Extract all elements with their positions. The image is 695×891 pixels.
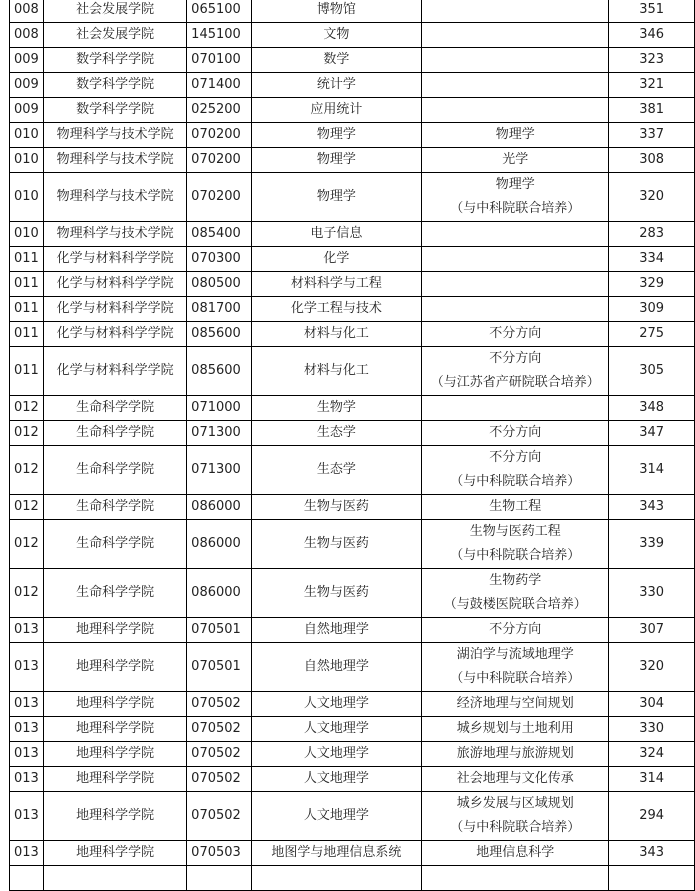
major-name-cell: 人文地理学 [251,692,422,717]
major-name-cell: 化学 [251,247,422,272]
table-row [10,73,695,98]
research-direction-cell [422,123,609,148]
school-name-cell: 化学与材料科学学院 [43,322,186,347]
table-row [10,421,695,446]
major-code-cell: 070503 [187,841,251,866]
major-name-cell: 物理学 [251,123,422,148]
major-name-cell: 文物 [251,23,422,48]
score-cell: 320 [609,643,695,692]
school-code-cell: 013 [10,742,44,767]
school-name-cell: 化学与材料科学学院 [43,272,186,297]
major-name-cell: 数学 [251,48,422,73]
table-row [10,48,695,73]
major-code-cell: 065100 [187,0,251,23]
school-name-cell [43,866,186,891]
major-name-cell: 生态学 [251,421,422,446]
major-code-cell: 070501 [187,643,251,692]
research-direction-cell [422,421,609,446]
major-code-cell: 070100 [187,48,251,73]
research-direction-cell [422,446,609,495]
research-direction-line: 生物工程 [489,499,542,514]
score-cell: 314 [609,767,695,792]
major-name-cell: 自然地理学 [251,643,422,692]
score-cell: 324 [609,742,695,767]
major-code-cell: 085600 [187,347,251,396]
score-cell: 330 [609,569,695,618]
research-direction-line: 生物与医药工程 [469,524,561,539]
school-name-cell: 化学与材料科学学院 [43,347,186,396]
major-code-cell [187,866,251,891]
major-code-cell: 085400 [187,222,251,247]
table-row [10,272,695,297]
research-direction-line: 生物药学 [489,573,542,588]
research-direction-line: （与中科院联合培养） [450,671,581,686]
table-row [10,643,695,692]
major-name-cell: 物理学 [251,173,422,222]
major-name-cell: 人文地理学 [251,717,422,742]
school-name-cell: 物理科学与技术学院 [43,173,186,222]
school-code-cell: 013 [10,692,44,717]
research-direction-cell [422,643,609,692]
major-code-cell: 086000 [187,569,251,618]
score-cell: 351 [609,0,695,23]
school-name-cell: 化学与材料科学学院 [43,247,186,272]
score-cell: 275 [609,322,695,347]
major-code-cell: 086000 [187,520,251,569]
table-row [10,841,695,866]
score-cell: 337 [609,123,695,148]
research-direction-line: （与中科院联合培养） [450,548,581,563]
score-cell: 330 [609,717,695,742]
table-row [10,98,695,123]
table-row [10,520,695,569]
score-cell: 307 [609,618,695,643]
major-code-cell: 070300 [187,247,251,272]
school-name-cell: 数学科学学院 [43,48,186,73]
school-name-cell: 物理科学与技术学院 [43,222,186,247]
research-direction-line: 不分方向 [489,425,542,440]
school-code-cell: 012 [10,446,44,495]
school-code-cell: 011 [10,347,44,396]
school-code-cell: 012 [10,396,44,421]
table-row [10,297,695,322]
major-code-cell: 086000 [187,495,251,520]
school-code-cell: 012 [10,569,44,618]
major-code-cell: 070200 [187,173,251,222]
school-code-cell: 009 [10,73,44,98]
major-name-cell: 人文地理学 [251,742,422,767]
research-direction-line: 物理学 [495,177,535,192]
score-cell: 308 [609,148,695,173]
research-direction-line: （与中科院联合培养） [450,201,581,216]
score-cell [609,866,695,891]
research-direction-cell [422,618,609,643]
school-name-cell: 地理科学学院 [43,742,186,767]
table-row [10,767,695,792]
table-row [10,347,695,396]
major-code-cell: 085600 [187,322,251,347]
major-name-cell: 生物与医药 [251,495,422,520]
score-cell: 347 [609,421,695,446]
major-code-cell: 071000 [187,396,251,421]
school-code-cell: 009 [10,98,44,123]
score-cell: 320 [609,173,695,222]
table-row [10,148,695,173]
major-name-cell: 生态学 [251,446,422,495]
major-code-cell: 070200 [187,123,251,148]
table-row [10,569,695,618]
table-row [10,446,695,495]
school-code-cell: 011 [10,272,44,297]
major-name-cell: 材料与化工 [251,347,422,396]
research-direction-cell [422,569,609,618]
table-row [10,792,695,841]
research-direction-line: 城乡规划与土地利用 [456,721,574,736]
research-direction-line: 光学 [502,152,529,167]
major-name-cell: 人文地理学 [251,792,422,841]
score-cell: 304 [609,692,695,717]
school-name-cell: 地理科学学院 [43,792,186,841]
school-code-cell [10,866,44,891]
research-direction-line: 不分方向 [489,450,542,465]
table-row [10,222,695,247]
research-direction-cell [422,48,609,73]
school-name-cell: 物理科学与技术学院 [43,123,186,148]
research-direction-cell [422,866,609,891]
major-name-cell: 电子信息 [251,222,422,247]
score-cell: 343 [609,495,695,520]
score-cell: 346 [609,23,695,48]
school-code-cell: 009 [10,48,44,73]
research-direction-cell [422,322,609,347]
table-row [10,396,695,421]
major-code-cell: 025200 [187,98,251,123]
research-direction-line: 不分方向 [489,326,542,341]
school-name-cell: 地理科学学院 [43,841,186,866]
research-direction-line: 城乡发展与区域规划 [456,796,574,811]
school-code-cell: 010 [10,148,44,173]
table-row [10,23,695,48]
school-name-cell: 物理科学与技术学院 [43,148,186,173]
major-code-cell: 070200 [187,148,251,173]
research-direction-cell [422,272,609,297]
major-code-cell: 145100 [187,23,251,48]
score-cell: 305 [609,347,695,396]
research-direction-cell [422,841,609,866]
major-code-cell: 070502 [187,692,251,717]
score-cell: 323 [609,48,695,73]
major-code-cell: 070502 [187,767,251,792]
school-code-cell: 008 [10,0,44,23]
major-code-cell: 071300 [187,446,251,495]
table-body [10,0,695,891]
major-name-cell: 应用统计 [251,98,422,123]
research-direction-cell [422,73,609,98]
major-name-cell: 材料科学与工程 [251,272,422,297]
major-code-cell: 081700 [187,297,251,322]
score-cell: 334 [609,247,695,272]
school-code-cell: 012 [10,495,44,520]
score-cell: 294 [609,792,695,841]
research-direction-line: （与中科院联合培养） [450,820,581,835]
major-name-cell [251,866,422,891]
school-code-cell: 010 [10,222,44,247]
research-direction-cell [422,222,609,247]
research-direction-line: 社会地理与文化传承 [456,771,574,786]
research-direction-cell [422,692,609,717]
research-direction-line: （与江苏省产研院联合培养） [430,375,600,390]
school-name-cell: 社会发展学院 [43,0,186,23]
school-code-cell: 011 [10,247,44,272]
school-code-cell: 011 [10,322,44,347]
major-code-cell: 070502 [187,792,251,841]
school-code-cell: 013 [10,618,44,643]
major-code-cell: 070502 [187,742,251,767]
school-name-cell: 化学与材料科学学院 [43,297,186,322]
major-code-cell: 071300 [187,421,251,446]
research-direction-cell [422,792,609,841]
research-direction-line: 湖泊学与流域地理学 [456,647,574,662]
major-name-cell: 自然地理学 [251,618,422,643]
research-direction-cell [422,767,609,792]
research-direction-line: 不分方向 [489,622,542,637]
score-cell: 283 [609,222,695,247]
school-name-cell: 社会发展学院 [43,23,186,48]
score-cell: 343 [609,841,695,866]
table-row [10,618,695,643]
table-row [10,495,695,520]
research-direction-cell [422,742,609,767]
score-cell: 339 [609,520,695,569]
school-name-cell: 地理科学学院 [43,717,186,742]
research-direction-cell [422,98,609,123]
school-code-cell: 011 [10,297,44,322]
research-direction-cell [422,0,609,23]
research-direction-line: 经济地理与空间规划 [456,696,574,711]
major-code-cell: 080500 [187,272,251,297]
school-name-cell: 数学科学学院 [43,73,186,98]
research-direction-line: 旅游地理与旅游规划 [456,746,574,761]
table-row [10,692,695,717]
school-name-cell: 地理科学学院 [43,618,186,643]
major-name-cell: 地图学与地理信息系统 [251,841,422,866]
research-direction-cell [422,520,609,569]
major-name-cell: 化学工程与技术 [251,297,422,322]
school-name-cell: 地理科学学院 [43,643,186,692]
research-direction-cell [422,717,609,742]
school-code-cell: 013 [10,767,44,792]
admission-score-table [9,0,695,891]
table-row [10,173,695,222]
major-code-cell: 070502 [187,717,251,742]
major-name-cell: 生物学 [251,396,422,421]
research-direction-cell [422,23,609,48]
research-direction-cell [422,148,609,173]
school-code-cell: 013 [10,643,44,692]
score-cell: 309 [609,297,695,322]
major-name-cell: 统计学 [251,73,422,98]
major-name-cell: 生物与医药 [251,520,422,569]
school-code-cell: 010 [10,173,44,222]
school-name-cell: 地理科学学院 [43,692,186,717]
table-row [10,866,695,891]
table-row [10,742,695,767]
table-row [10,322,695,347]
school-name-cell: 生命科学学院 [43,569,186,618]
school-code-cell: 013 [10,841,44,866]
major-code-cell: 071400 [187,73,251,98]
research-direction-line: 物理学 [495,127,535,142]
table-row [10,717,695,742]
research-direction-cell [422,297,609,322]
major-name-cell: 人文地理学 [251,767,422,792]
major-code-cell: 070501 [187,618,251,643]
school-code-cell: 012 [10,520,44,569]
research-direction-line: （与鼓楼医院联合培养） [443,597,587,612]
school-code-cell: 008 [10,23,44,48]
table-row [10,0,695,23]
school-name-cell: 生命科学学院 [43,446,186,495]
score-cell: 321 [609,73,695,98]
school-name-cell: 数学科学学院 [43,98,186,123]
school-code-cell: 013 [10,792,44,841]
school-code-cell: 010 [10,123,44,148]
research-direction-cell [422,173,609,222]
school-name-cell: 生命科学学院 [43,495,186,520]
table-row [10,123,695,148]
table-row [10,247,695,272]
school-name-cell: 生命科学学院 [43,520,186,569]
score-cell: 314 [609,446,695,495]
score-cell: 329 [609,272,695,297]
research-direction-cell [422,396,609,421]
research-direction-cell [422,495,609,520]
school-name-cell: 生命科学学院 [43,396,186,421]
score-cell: 381 [609,98,695,123]
research-direction-cell [422,247,609,272]
research-direction-cell [422,347,609,396]
major-name-cell: 材料与化工 [251,322,422,347]
school-code-cell: 013 [10,717,44,742]
research-direction-line: （与中科院联合培养） [450,474,581,489]
school-name-cell: 地理科学学院 [43,767,186,792]
research-direction-line: 不分方向 [489,351,542,366]
score-cell: 348 [609,396,695,421]
school-code-cell: 012 [10,421,44,446]
major-name-cell: 博物馆 [251,0,422,23]
research-direction-line: 地理信息科学 [476,845,555,860]
major-name-cell: 生物与医药 [251,569,422,618]
major-name-cell: 物理学 [251,148,422,173]
school-name-cell: 生命科学学院 [43,421,186,446]
